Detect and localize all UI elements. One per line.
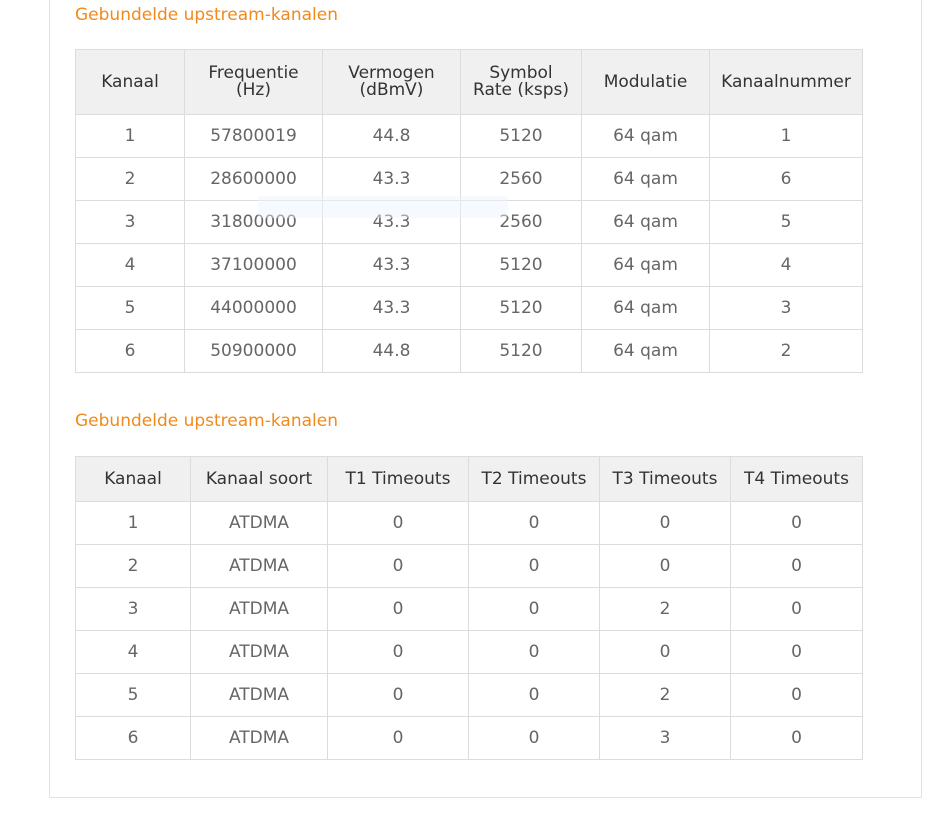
header-symbol-rate: Symbol Rate (ksps) bbox=[461, 50, 582, 115]
cell-t2-timeouts: 0 bbox=[469, 545, 600, 588]
cell-kanaal: 6 bbox=[76, 717, 191, 760]
cell-t3-timeouts: 0 bbox=[600, 631, 731, 674]
cell-kanaal: 4 bbox=[76, 244, 185, 287]
cell-modulatie: 64 qam bbox=[582, 201, 710, 244]
cell-kanaalnummer: 5 bbox=[710, 201, 863, 244]
cell-vermogen: 43.3 bbox=[323, 244, 461, 287]
cell-modulatie: 64 qam bbox=[582, 115, 710, 158]
table-row bbox=[76, 588, 863, 631]
cell-kanaal-soort: ATDMA bbox=[191, 717, 328, 760]
upstream-timeouts-table bbox=[75, 456, 863, 760]
cell-kanaal: 5 bbox=[76, 674, 191, 717]
cell-kanaal: 4 bbox=[76, 631, 191, 674]
table-row bbox=[76, 115, 863, 158]
cell-frequentie: 28600000 bbox=[185, 158, 323, 201]
cell-t3-timeouts: 3 bbox=[600, 717, 731, 760]
cell-symbol-rate: 5120 bbox=[461, 330, 582, 373]
header-vermogen: Vermogen (dBmV) bbox=[323, 50, 461, 115]
header-kanaalnummer: Kanaalnummer bbox=[710, 50, 863, 115]
section-title-upstream-timeouts: Gebundelde upstream-kanalen bbox=[75, 411, 338, 431]
cell-kanaal-soort: ATDMA bbox=[191, 588, 328, 631]
cell-t4-timeouts: 0 bbox=[731, 502, 863, 545]
cell-kanaal: 2 bbox=[76, 158, 185, 201]
header-t1-timeouts: T1 Timeouts bbox=[328, 457, 469, 502]
cell-t1-timeouts: 0 bbox=[328, 502, 469, 545]
cell-t3-timeouts: 0 bbox=[600, 502, 731, 545]
table-row bbox=[76, 201, 863, 244]
table-row bbox=[76, 502, 863, 545]
cell-kanaal-soort: ATDMA bbox=[191, 502, 328, 545]
cell-kanaalnummer: 2 bbox=[710, 330, 863, 373]
cell-t4-timeouts: 0 bbox=[731, 674, 863, 717]
cell-kanaalnummer: 3 bbox=[710, 287, 863, 330]
cell-frequentie: 31800000 bbox=[185, 201, 323, 244]
cell-kanaal: 6 bbox=[76, 330, 185, 373]
cell-t2-timeouts: 0 bbox=[469, 502, 600, 545]
cell-symbol-rate: 5120 bbox=[461, 244, 582, 287]
cell-frequentie: 50900000 bbox=[185, 330, 323, 373]
cell-kanaalnummer: 1 bbox=[710, 115, 863, 158]
header-kanaal: Kanaal bbox=[76, 457, 191, 502]
cell-kanaalnummer: 4 bbox=[710, 244, 863, 287]
table-row bbox=[76, 244, 863, 287]
table-header-row bbox=[76, 50, 863, 115]
cell-t2-timeouts: 0 bbox=[469, 674, 600, 717]
table-row bbox=[76, 545, 863, 588]
cell-symbol-rate: 5120 bbox=[461, 115, 582, 158]
header-kanaal: Kanaal bbox=[76, 50, 185, 115]
table-row bbox=[76, 631, 863, 674]
cell-t3-timeouts: 2 bbox=[600, 588, 731, 631]
header-frequentie: Frequentie (Hz) bbox=[185, 50, 323, 115]
upstream-channels-table bbox=[75, 49, 863, 373]
table-row bbox=[76, 287, 863, 330]
cell-frequentie: 44000000 bbox=[185, 287, 323, 330]
cell-t1-timeouts: 0 bbox=[328, 545, 469, 588]
cell-kanaal: 1 bbox=[76, 115, 185, 158]
cell-frequentie: 37100000 bbox=[185, 244, 323, 287]
header-kanaal-soort: Kanaal soort bbox=[191, 457, 328, 502]
cell-kanaal: 3 bbox=[76, 201, 185, 244]
cell-kanaalnummer: 6 bbox=[710, 158, 863, 201]
cell-t4-timeouts: 0 bbox=[731, 588, 863, 631]
cell-vermogen: 43.3 bbox=[323, 287, 461, 330]
cell-kanaal: 2 bbox=[76, 545, 191, 588]
cell-vermogen: 44.8 bbox=[323, 330, 461, 373]
cell-t2-timeouts: 0 bbox=[469, 631, 600, 674]
cell-t2-timeouts: 0 bbox=[469, 717, 600, 760]
table-row bbox=[76, 330, 863, 373]
cell-vermogen: 44.8 bbox=[323, 115, 461, 158]
header-t3-timeouts: T3 Timeouts bbox=[600, 457, 731, 502]
cell-t2-timeouts: 0 bbox=[469, 588, 600, 631]
cell-kanaal: 5 bbox=[76, 287, 185, 330]
cell-t3-timeouts: 2 bbox=[600, 674, 731, 717]
cell-t1-timeouts: 0 bbox=[328, 717, 469, 760]
cell-kanaal-soort: ATDMA bbox=[191, 545, 328, 588]
cell-symbol-rate: 2560 bbox=[461, 201, 582, 244]
cell-modulatie: 64 qam bbox=[582, 330, 710, 373]
cell-kanaal: 3 bbox=[76, 588, 191, 631]
cell-t4-timeouts: 0 bbox=[731, 631, 863, 674]
cell-modulatie: 64 qam bbox=[582, 287, 710, 330]
cell-vermogen: 43.3 bbox=[323, 201, 461, 244]
cell-t3-timeouts: 0 bbox=[600, 545, 731, 588]
table-row bbox=[76, 674, 863, 717]
header-t4-timeouts: T4 Timeouts bbox=[731, 457, 863, 502]
cell-modulatie: 64 qam bbox=[582, 158, 710, 201]
cell-t4-timeouts: 0 bbox=[731, 717, 863, 760]
section-title-upstream-channels: Gebundelde upstream-kanalen bbox=[75, 5, 338, 25]
cell-modulatie: 64 qam bbox=[582, 244, 710, 287]
cell-kanaal-soort: ATDMA bbox=[191, 631, 328, 674]
cell-t4-timeouts: 0 bbox=[731, 545, 863, 588]
header-t2-timeouts: T2 Timeouts bbox=[469, 457, 600, 502]
cell-symbol-rate: 2560 bbox=[461, 158, 582, 201]
table-row bbox=[76, 158, 863, 201]
cell-kanaal: 1 bbox=[76, 502, 191, 545]
cell-t1-timeouts: 0 bbox=[328, 674, 469, 717]
table-row bbox=[76, 717, 863, 760]
cell-vermogen: 43.3 bbox=[323, 158, 461, 201]
cell-kanaal-soort: ATDMA bbox=[191, 674, 328, 717]
table-header-row bbox=[76, 457, 863, 502]
cell-t1-timeouts: 0 bbox=[328, 631, 469, 674]
cell-t1-timeouts: 0 bbox=[328, 588, 469, 631]
cell-frequentie: 57800019 bbox=[185, 115, 323, 158]
cell-symbol-rate: 5120 bbox=[461, 287, 582, 330]
header-modulatie: Modulatie bbox=[582, 50, 710, 115]
